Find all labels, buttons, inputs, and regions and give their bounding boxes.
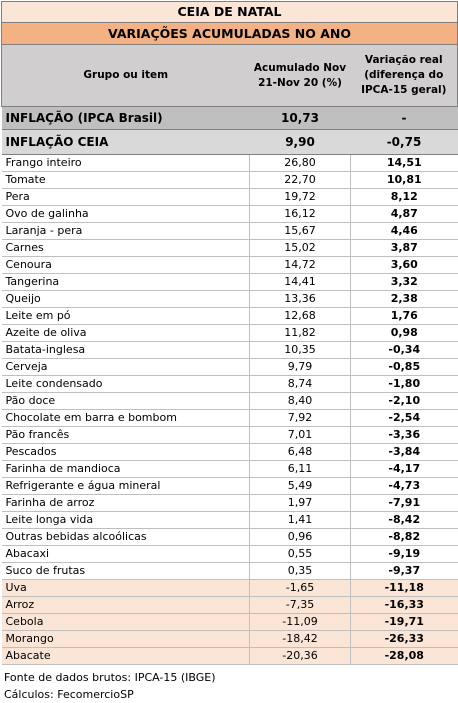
inflacao-ipca-acumulado: 10,73 bbox=[250, 107, 351, 130]
table-row bbox=[2, 274, 458, 291]
inflacao-ceia-variacao: -0,75 bbox=[351, 130, 458, 155]
item-name: Chocolate em barra e bombom bbox=[2, 410, 250, 427]
item-name: Azeite de oliva bbox=[2, 325, 250, 342]
table-row bbox=[2, 325, 458, 342]
item-acumulado: 8,40 bbox=[250, 393, 351, 410]
table-footer bbox=[1, 669, 457, 703]
item-acumulado: 15,02 bbox=[250, 240, 351, 257]
item-acumulado: 11,82 bbox=[250, 325, 351, 342]
item-acumulado: -1,65 bbox=[250, 580, 351, 597]
item-acumulado: 8,74 bbox=[250, 376, 351, 393]
table-row bbox=[2, 206, 458, 223]
item-acumulado: 6,48 bbox=[250, 444, 351, 461]
item-name: Queijo bbox=[2, 291, 250, 308]
item-variacao: -2,54 bbox=[351, 410, 458, 427]
item-acumulado: 0,96 bbox=[250, 529, 351, 546]
table-row bbox=[2, 478, 458, 495]
item-name: Pera bbox=[2, 189, 250, 206]
item-acumulado: -7,35 bbox=[250, 597, 351, 614]
item-variacao: 8,12 bbox=[351, 189, 458, 206]
table-row bbox=[2, 597, 458, 614]
table-subtitle-row bbox=[2, 23, 458, 45]
item-acumulado: 19,72 bbox=[250, 189, 351, 206]
item-name: Refrigerante e água mineral bbox=[2, 478, 250, 495]
item-variacao: -1,80 bbox=[351, 376, 458, 393]
item-acumulado: 15,67 bbox=[250, 223, 351, 240]
item-acumulado: -18,42 bbox=[250, 631, 351, 648]
item-name: Morango bbox=[2, 631, 250, 648]
table-row bbox=[2, 444, 458, 461]
table-row bbox=[2, 291, 458, 308]
item-name: Carnes bbox=[2, 240, 250, 257]
item-variacao: -19,71 bbox=[351, 614, 458, 631]
item-name: Cebola bbox=[2, 614, 250, 631]
item-name: Batata-inglesa bbox=[2, 342, 250, 359]
item-name: Arroz bbox=[2, 597, 250, 614]
item-variacao: 3,87 bbox=[351, 240, 458, 257]
item-variacao: 0,98 bbox=[351, 325, 458, 342]
item-variacao: 10,81 bbox=[351, 172, 458, 189]
item-acumulado: 9,79 bbox=[250, 359, 351, 376]
table-row bbox=[2, 614, 458, 631]
table-row bbox=[2, 223, 458, 240]
item-name: Pão francês bbox=[2, 427, 250, 444]
item-variacao: -28,08 bbox=[351, 648, 458, 665]
item-variacao: 14,51 bbox=[351, 155, 458, 172]
item-acumulado: 5,49 bbox=[250, 478, 351, 495]
item-variacao: -7,91 bbox=[351, 495, 458, 512]
item-name: Uva bbox=[2, 580, 250, 597]
inflacao-ceia-acumulado: 9,90 bbox=[250, 130, 351, 155]
item-name: Frango inteiro bbox=[2, 155, 250, 172]
item-variacao: -9,19 bbox=[351, 546, 458, 563]
item-variacao: -9,37 bbox=[351, 563, 458, 580]
table-row bbox=[2, 240, 458, 257]
item-variacao: 3,60 bbox=[351, 257, 458, 274]
header-variacao: Variação real (diferença do IPCA-15 geral) bbox=[351, 45, 458, 107]
inflacao-ceia-label: INFLAÇÃO CEIA bbox=[2, 130, 250, 155]
item-name: Laranja - pera bbox=[2, 223, 250, 240]
item-acumulado: -11,09 bbox=[250, 614, 351, 631]
inflacao-ipca-label: INFLAÇÃO (IPCA Brasil) bbox=[2, 107, 250, 130]
item-name: Cerveja bbox=[2, 359, 250, 376]
item-name: Abacaxi bbox=[2, 546, 250, 563]
table-row bbox=[2, 648, 458, 665]
table-row bbox=[2, 393, 458, 410]
item-name: Leite em pó bbox=[2, 308, 250, 325]
item-name: Suco de frutas bbox=[2, 563, 250, 580]
item-variacao: -8,42 bbox=[351, 512, 458, 529]
item-variacao: 1,76 bbox=[351, 308, 458, 325]
item-acumulado: 7,92 bbox=[250, 410, 351, 427]
item-variacao: -4,17 bbox=[351, 461, 458, 478]
table-row bbox=[2, 359, 458, 376]
item-acumulado: 14,72 bbox=[250, 257, 351, 274]
inflacao-ceia-row bbox=[2, 130, 458, 155]
item-variacao: -0,85 bbox=[351, 359, 458, 376]
item-name: Abacate bbox=[2, 648, 250, 665]
item-name: Outras bebidas alcoólicas bbox=[2, 529, 250, 546]
item-name: Farinha de mandioca bbox=[2, 461, 250, 478]
item-acumulado: 14,41 bbox=[250, 274, 351, 291]
table-row bbox=[2, 461, 458, 478]
item-acumulado: 0,35 bbox=[250, 563, 351, 580]
item-variacao: 4,46 bbox=[351, 223, 458, 240]
item-variacao: 4,87 bbox=[351, 206, 458, 223]
item-variacao: -26,33 bbox=[351, 631, 458, 648]
table-row bbox=[2, 257, 458, 274]
table-row bbox=[2, 529, 458, 546]
item-acumulado: 13,36 bbox=[250, 291, 351, 308]
table-row bbox=[2, 342, 458, 359]
table-title-row bbox=[2, 2, 458, 23]
item-variacao: 3,32 bbox=[351, 274, 458, 291]
item-name: Leite condensado bbox=[2, 376, 250, 393]
ceia-natal-table-container bbox=[1, 1, 457, 703]
item-acumulado: 6,11 bbox=[250, 461, 351, 478]
table-row bbox=[2, 172, 458, 189]
item-variacao: -8,82 bbox=[351, 529, 458, 546]
header-acumulado: Acumulado Nov 21-Nov 20 (%) bbox=[250, 45, 351, 107]
item-acumulado: 7,01 bbox=[250, 427, 351, 444]
item-name: Cenoura bbox=[2, 257, 250, 274]
item-acumulado: 1,41 bbox=[250, 512, 351, 529]
table-row bbox=[2, 376, 458, 393]
table-row bbox=[2, 308, 458, 325]
item-acumulado: 22,70 bbox=[250, 172, 351, 189]
item-name: Ovo de galinha bbox=[2, 206, 250, 223]
item-variacao: -4,73 bbox=[351, 478, 458, 495]
footer-calculos: Cálculos: FecomercioSP bbox=[4, 688, 134, 701]
item-acumulado: 16,12 bbox=[250, 206, 351, 223]
item-name: Leite longa vida bbox=[2, 512, 250, 529]
table-row bbox=[2, 546, 458, 563]
item-acumulado: -20,36 bbox=[250, 648, 351, 665]
table-row bbox=[2, 563, 458, 580]
item-name: Pescados bbox=[2, 444, 250, 461]
item-name: Farinha de arroz bbox=[2, 495, 250, 512]
header-grupo: Grupo ou item bbox=[2, 45, 250, 107]
item-variacao: 2,38 bbox=[351, 291, 458, 308]
table-row bbox=[2, 631, 458, 648]
table-row bbox=[2, 580, 458, 597]
table-row bbox=[2, 189, 458, 206]
item-name: Tomate bbox=[2, 172, 250, 189]
table-title: CEIA DE NATAL bbox=[2, 2, 458, 23]
table-subtitle: VARIAÇÕES ACUMULADAS NO ANO bbox=[2, 23, 458, 45]
footer-fonte: Fonte de dados brutos: IPCA-15 (IBGE) bbox=[4, 671, 216, 684]
ceia-natal-table bbox=[1, 1, 458, 665]
item-variacao: -11,18 bbox=[351, 580, 458, 597]
item-variacao: -16,33 bbox=[351, 597, 458, 614]
table-row bbox=[2, 410, 458, 427]
item-variacao: -3,36 bbox=[351, 427, 458, 444]
item-acumulado: 0,55 bbox=[250, 546, 351, 563]
item-variacao: -3,84 bbox=[351, 444, 458, 461]
item-variacao: -0,34 bbox=[351, 342, 458, 359]
table-row bbox=[2, 512, 458, 529]
item-acumulado: 26,80 bbox=[250, 155, 351, 172]
item-acumulado: 10,35 bbox=[250, 342, 351, 359]
table-row bbox=[2, 495, 458, 512]
item-name: Pão doce bbox=[2, 393, 250, 410]
item-acumulado: 1,97 bbox=[250, 495, 351, 512]
inflacao-ipca-variacao: - bbox=[351, 107, 458, 130]
item-name: Tangerina bbox=[2, 274, 250, 291]
table-row bbox=[2, 155, 458, 172]
item-acumulado: 12,68 bbox=[250, 308, 351, 325]
table-row bbox=[2, 427, 458, 444]
item-variacao: -2,10 bbox=[351, 393, 458, 410]
column-header-row bbox=[2, 45, 458, 107]
inflacao-ipca-row bbox=[2, 107, 458, 130]
